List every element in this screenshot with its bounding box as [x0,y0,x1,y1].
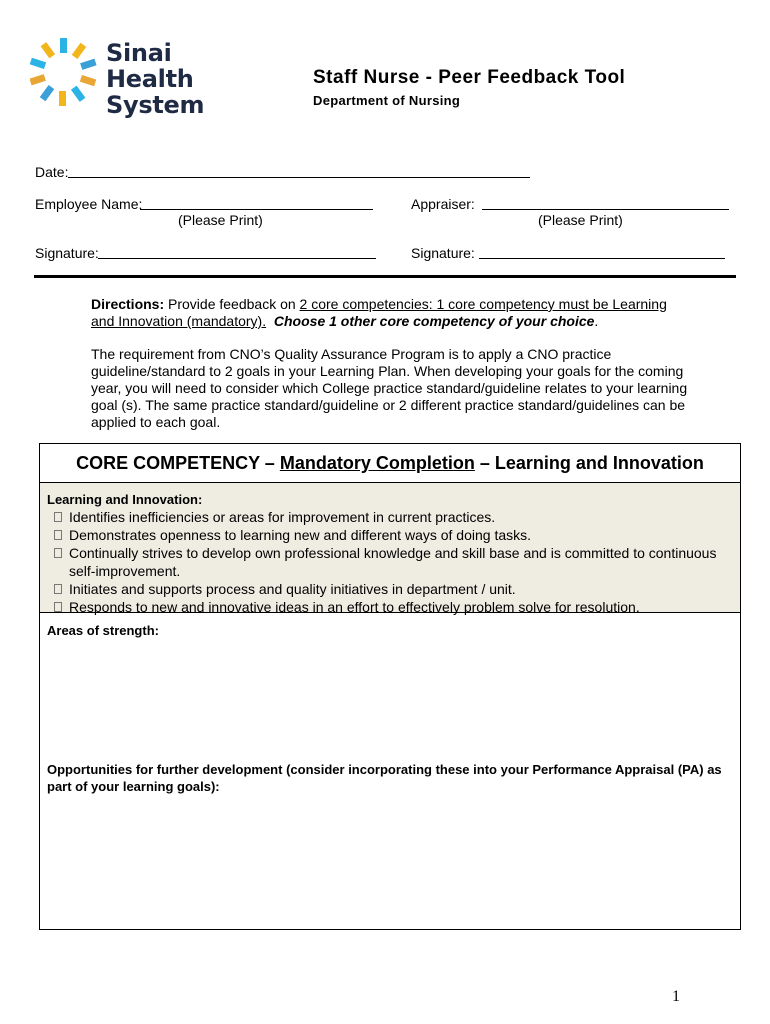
employee-name-field[interactable] [140,209,373,210]
bullet-box-icon [54,530,62,540]
directions-period: . [594,313,599,329]
directions-paragraph [91,296,691,330]
learning-innovation-label: Learning and Innovation: [47,492,203,507]
employee-print-hint: (Please Print) [178,212,263,228]
competency-heading-prefix: CORE COMPETENCY – [76,453,280,473]
bullet-box-icon [54,584,62,594]
bullet-box-icon [54,602,62,612]
employee-signature-label: Signature: [35,245,99,261]
list-item-text: Responds to new and innovative ideas in an effort to effectively problem solve for resolution. [69,599,640,615]
logo-line-3: System [106,91,205,119]
appraiser-signature-label: Signature: [411,245,475,261]
logo-line-1: Sinai [106,39,172,67]
opportunities-label: Opportunities for further development (consider incorporating these into your Performance Appraisal (PA) as part of your learning goals): [47,762,722,794]
list-item [52,544,732,580]
directions-label: Directions: [91,296,165,312]
logo-wordmark [106,40,204,118]
requirement-paragraph: The requirement from CNO’s Quality Assurance Program is to apply a CNO practice guideline/standard to 2 goals in your Learning Plan. When developing your goals for the coming year, you will need to consider which College practice standard/guideline relates to your learning goal (s). The same practice standard/guideline or 2 different practice standard/guidelines can be applied to each goal. [91,346,688,430]
employee-signature-field[interactable] [98,258,376,259]
competency-heading-underlined: Mandatory Completion [279,453,475,473]
list-item [52,598,732,616]
date-label: Date: [35,164,69,180]
criteria-list [52,508,732,616]
list-item [52,526,732,544]
date-field[interactable] [68,177,530,178]
strength-label: Areas of strength: [47,623,159,638]
logo-line-2: Health [106,65,194,93]
list-item-text: Initiates and supports process and quality initiatives in department / unit. [69,581,516,597]
page-number: 1 [672,988,680,1005]
employee-name-label: Employee Name: [35,196,143,212]
competency-heading [40,444,740,483]
list-item [52,580,732,598]
appraiser-field[interactable] [482,209,729,210]
directions-emphasis: Choose 1 other core competency of your choice [273,313,595,329]
strength-input-area[interactable] [47,642,733,752]
list-item-text: Identifies inefficiencies or areas for improvement in current practices. [69,509,496,525]
appraiser-label: Appraiser: [411,196,475,212]
logo-burst-icon [30,36,100,106]
section-divider [34,275,736,278]
bullet-box-icon [54,548,62,558]
directions-text: Provide feedback on [168,296,300,312]
opportunities-input-area[interactable] [47,800,733,920]
competency-heading-suffix: – Learning and Innovation [474,453,704,473]
appraiser-signature-field[interactable] [479,258,725,259]
directions-underlined: 2 core competencies: 1 core competency must be Learning and Innovation (mandatory). [91,296,667,329]
bullet-box-icon [54,512,62,522]
list-item-text: Demonstrates openness to learning new and different ways of doing tasks. [69,527,532,543]
page-title: Staff Nurse - Peer Feedback Tool [313,67,626,88]
page-subtitle: Department of Nursing [313,93,461,108]
appraiser-print-hint: (Please Print) [538,212,623,228]
list-item-text: Continually strives to develop own professional knowledge and skill base and is committed to continuous self-improvement. [69,545,717,579]
list-item [52,508,732,526]
